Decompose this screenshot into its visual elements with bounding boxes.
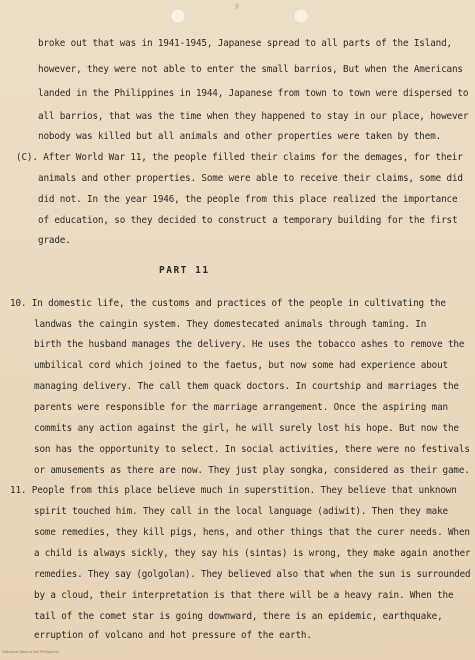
text-line: grade. [38,235,71,246]
text-line: birth the husband manages the delivery. He uses the tobacco ashes to remove the [34,339,465,350]
text-line: some remedies, they kill pigs, hens, and other things that the curer needs. When [34,527,470,538]
footer-caption: Historical Data of the Philippines [2,650,60,654]
text-line: erruption of volcano and hot pressure of the earth. [34,630,312,641]
text-line: commits any action against the girl, he will surely lost his hope. But now the [34,423,459,434]
text-line: landwas the caingin system. They domestecated animals through taming. In [34,319,427,330]
text-line: landed in the Philippines in 1944, Japanese from town to town were dispersed to [38,88,469,99]
part-heading: PART 11 [159,265,210,276]
text-line: remedies. They say (golgolan). They believed also that when the sun is surrounded [34,569,471,580]
text-line: however, they were not able to enter the small barrios, But when the Americans [38,64,463,75]
text-line: parents were responsible for the marriage arrangement. Once the aspiring man [34,402,448,413]
text-line: umbilical cord which joined to the faetus, but now some had experience about [34,360,448,371]
text-line: broke out that was in 1941-1945, Japanese spread to all parts of the Island, [38,38,452,49]
text-line: by a cloud, their interpretation is that there will be a heavy rain. When the [34,590,454,601]
text-line: all barrios, that was the time when they happened to stay in our place, however [38,111,469,122]
text-line: a child is always sickly, they say his (sintas) is wrong, they make again another [34,548,471,559]
text-line: son has the opportunity to select. In social activities, there were no festivals [34,444,470,455]
text-line: 11. People from this place believe much in superstition. They believe that unknown [10,485,457,496]
text-line: 10. In domestic life, the customs and practices of the people in cultivating the [10,298,446,309]
text-line: did not. In the year 1946, the people from this place realized the importance [38,194,458,205]
text-line: of education, so they decided to construct a temporary building for the first [38,215,458,226]
text-line: spirit touched him. They call in the local language (adiwit). Then they make [34,506,448,517]
text-line: nobody was killed but all animals and other properties were taken by them. [38,131,442,142]
text-line: animals and other properties. Some were able to receive their claims, some did [38,173,463,184]
text-line: or amusements as there are now. They just play songka, considered as their game. [34,465,470,476]
text-line: tail of the comet star is going downward, there is an epidemic, earthquake, [34,611,443,622]
text-line: (C). After World War 11, the people filled their claims for the demages, for their [16,152,463,163]
text-line: managing delivery. The call them quack doctors. In courtship and marriages the [34,381,459,392]
